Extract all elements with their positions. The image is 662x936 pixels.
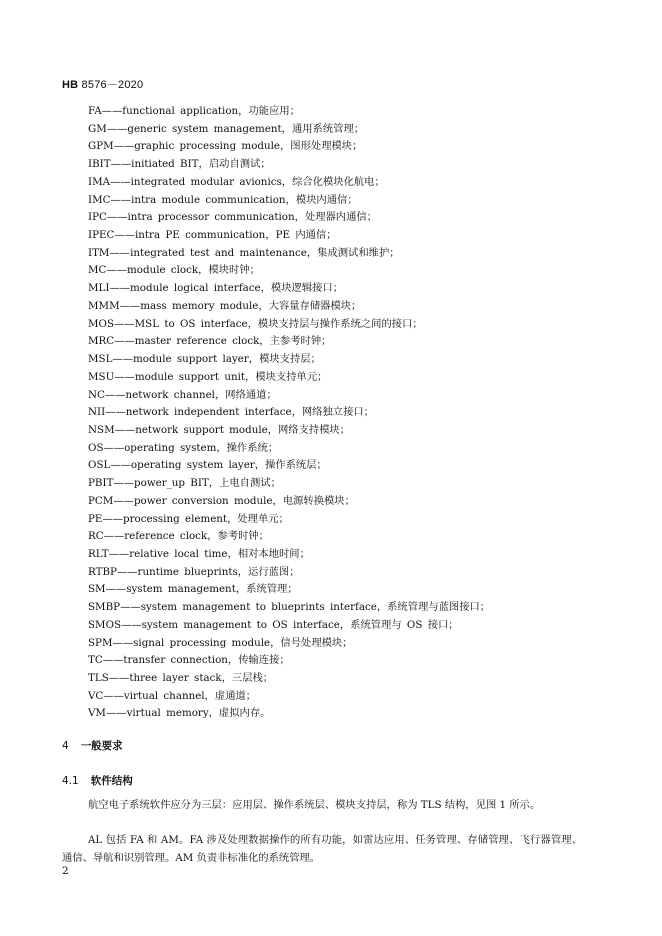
abbreviation-item: MOS——MSL to OS interface，模块支持层与操作系统之间的接口；: [88, 317, 423, 330]
abbreviation-item: SMBP——system management to blueprints interface，系统管理与蓝图接口；: [88, 601, 491, 614]
section-title: 软件结构: [90, 775, 133, 787]
abbreviation-item: MSL——module support layer，模块支持层；: [88, 353, 321, 366]
section-heading-4: [62, 738, 123, 753]
abbreviation-item: TC——transfer connection，传输连接；: [88, 654, 290, 667]
abbreviation-item: MC——module clock，模块时钟；: [88, 264, 260, 277]
abbreviation-item: SMOS——system management to OS interface，系统管理与 OS 接口；: [88, 618, 459, 631]
section-number: 4: [62, 740, 69, 752]
document-code-number: 8576－2020: [78, 79, 144, 91]
abbreviation-item: PBIT——power_up BIT，上电自测试；: [88, 477, 281, 490]
abbreviation-item: RC——reference clock，参考时钟；: [88, 530, 269, 543]
section-heading-4-1: [62, 773, 133, 788]
abbreviation-item: TLS——three layer stack，三层栈；: [88, 672, 274, 684]
abbreviation-item: NSM——network support module，网络支持模块；: [88, 423, 351, 436]
body-paragraph: AL 包括 FA 和 AM。FA 涉及处理数据操作的所有功能，如雷达应用、任务管理、存储管理、飞行器管理、通信、导航和识别管理。AM 负责非标准化的系统管理。: [62, 834, 582, 864]
abbreviation-item: PCM——power conversion module，电源转换模块；: [88, 494, 355, 507]
abbreviation-item: FA——functional application，功能应用；: [88, 105, 300, 117]
section-title: 一般要求: [80, 740, 123, 752]
section-number: 4.1: [62, 775, 79, 787]
abbreviation-item: OS——operating system，操作系统；: [88, 441, 279, 454]
abbreviation-item: RTBP——runtime blueprints，运行蓝图；: [88, 565, 300, 578]
abbreviation-item: OSL——operating system layer，操作系统层；: [88, 459, 327, 472]
abbreviation-item: IMC——intra module communication，模块内通信；: [88, 193, 358, 206]
abbreviation-item: GPM——graphic processing module，图形处理模块；: [88, 140, 363, 153]
abbreviation-item: RLT——relative local time，相对本地时间；: [88, 547, 310, 560]
abbreviation-item: NII——network independent interface，网络独立接口；: [88, 406, 374, 419]
document-code-header: [62, 76, 143, 92]
body-paragraph: 航空电子系统软件应分为三层：应用层、操作系统层、模块支持层，称为 TLS 结构，见图 1 所示。: [88, 799, 541, 811]
abbreviation-item: MMM——mass memory module，大容量存储器模块；: [88, 299, 362, 312]
document-code-prefix: HB: [62, 79, 79, 91]
abbreviation-item: IPC——intra processor communication，处理器内通信；: [88, 211, 377, 224]
abbreviation-item: MSU——module support unit，模块支持单元；: [88, 370, 328, 383]
abbreviation-item: MRC——master reference clock，主参考时钟；: [88, 335, 332, 348]
abbreviation-item: GM——generic system management，通用系统管理；: [88, 122, 365, 135]
abbreviation-item: IPEC——intra PE communication，PE 内通信；: [88, 229, 337, 242]
abbreviation-item: MLI——module logical interface，模块逻辑接口；: [88, 282, 344, 295]
abbreviation-item: SPM——signal processing module，信号处理模块；: [88, 636, 353, 649]
abbreviation-item: VC——virtual channel，虚通道；: [88, 689, 257, 702]
abbreviation-item: IBIT——initiated BIT，启动自测试；: [88, 158, 271, 171]
abbreviation-item: SM——system management，系统管理；: [88, 583, 298, 596]
abbreviation-list: [88, 103, 490, 723]
abbreviation-item: NC——network channel，网络通道；: [88, 388, 277, 401]
abbreviation-item: IMA——integrated modular avionics，综合化模块化航电；: [88, 175, 385, 188]
abbreviation-item: VM——virtual memory，虚拟内存。: [88, 707, 271, 720]
abbreviation-item: ITM——integrated test and maintenance，集成测试和维护；: [88, 246, 400, 259]
abbreviation-item: PE——processing element，处理单元；: [88, 512, 289, 525]
page-number: 2: [62, 865, 69, 877]
